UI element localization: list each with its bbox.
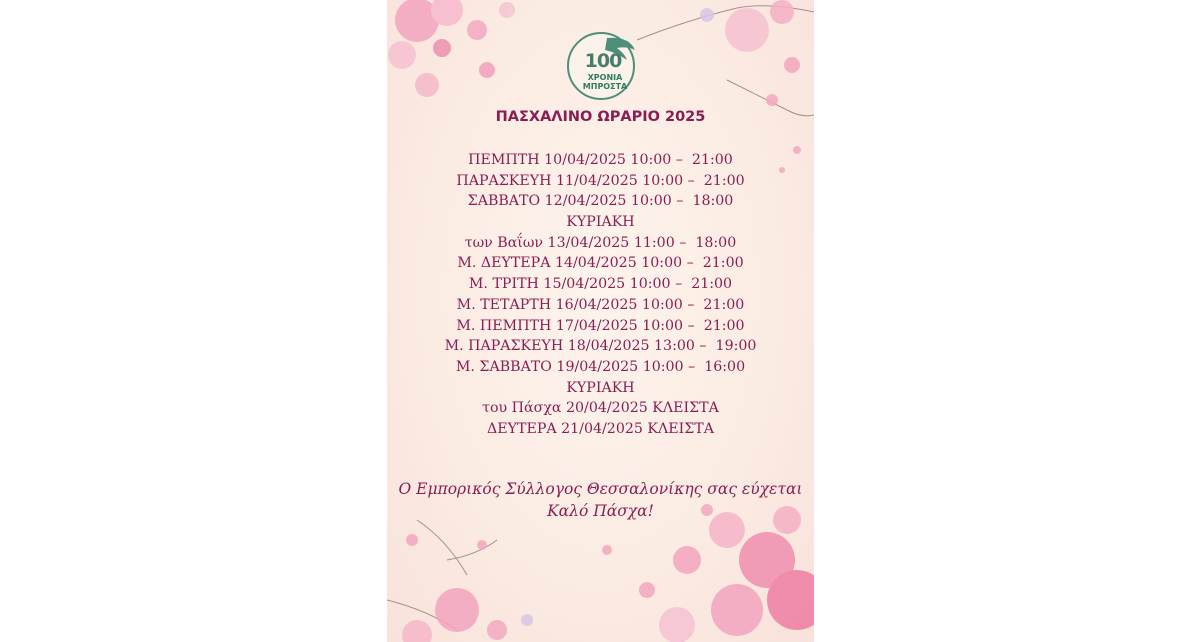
greeting-line-2: Καλό Πάσχα! bbox=[547, 502, 654, 520]
schedule-line: ΣΑΒΒΑΤΟ 12/04/2025 10:00 – 18:00 bbox=[467, 193, 734, 210]
schedule-line: ΚΥΡΙΑΚΗ bbox=[566, 214, 635, 231]
logo-line-1: ΧΡΟΝΙΑ bbox=[587, 73, 623, 82]
schedule-line: του Πάσχα 20/04/2025 ΚΛΕΙΣΤΑ bbox=[482, 400, 719, 417]
schedule-line: Μ. ΔΕΥΤΕΡΑ 14/04/2025 10:00 – 21:00 bbox=[457, 255, 744, 272]
schedule-line: Μ. ΤΡΙΤΗ 15/04/2025 10:00 – 21:00 bbox=[468, 276, 733, 293]
schedule-line: ΠΕΜΠΤΗ 10/04/2025 10:00 – 21:00 bbox=[468, 152, 733, 168]
logo-number: 100 bbox=[584, 50, 622, 72]
logo-line-2: ΜΠΡΟΣΤΑ bbox=[582, 82, 628, 91]
schedule-list bbox=[387, 150, 814, 440]
page-title: ΠΑΣΧΑΛΙΝΟ ΩΡΑΡΙΟ 2025 bbox=[495, 109, 706, 125]
schedule-line: Μ. ΣΑΒΒΑΤΟ 19/04/2025 10:00 – 16:00 bbox=[455, 358, 746, 375]
schedule-line: Μ. ΠΑΡΑΣΚΕΥΗ 18/04/2025 13:00 – 19:00 bbox=[444, 338, 757, 355]
easter-schedule-poster bbox=[387, 0, 814, 642]
greeting-line-1: Ο Εμπορικός Σύλλογος Θεσσαλονίκης σας εύχεται bbox=[398, 480, 803, 498]
schedule-line: ΚΥΡΙΑΚΗ bbox=[566, 379, 635, 396]
schedule-line: ΔΕΥΤΕΡΑ 21/04/2025 ΚΛΕΙΣΤΑ bbox=[487, 420, 714, 437]
schedule-line: των Βαΐων 13/04/2025 11:00 – 18:00 bbox=[464, 234, 737, 251]
association-logo bbox=[557, 28, 645, 104]
schedule-line: ΠΑΡΑΣΚΕΥΗ 11/04/2025 10:00 – 21:00 bbox=[456, 172, 745, 189]
schedule-line: Μ. ΠΕΜΠΤΗ 17/04/2025 10:00 – 21:00 bbox=[456, 317, 745, 334]
schedule-line: Μ. ΤΕΤΑΡΤΗ 16/04/2025 10:00 – 21:00 bbox=[456, 296, 745, 313]
